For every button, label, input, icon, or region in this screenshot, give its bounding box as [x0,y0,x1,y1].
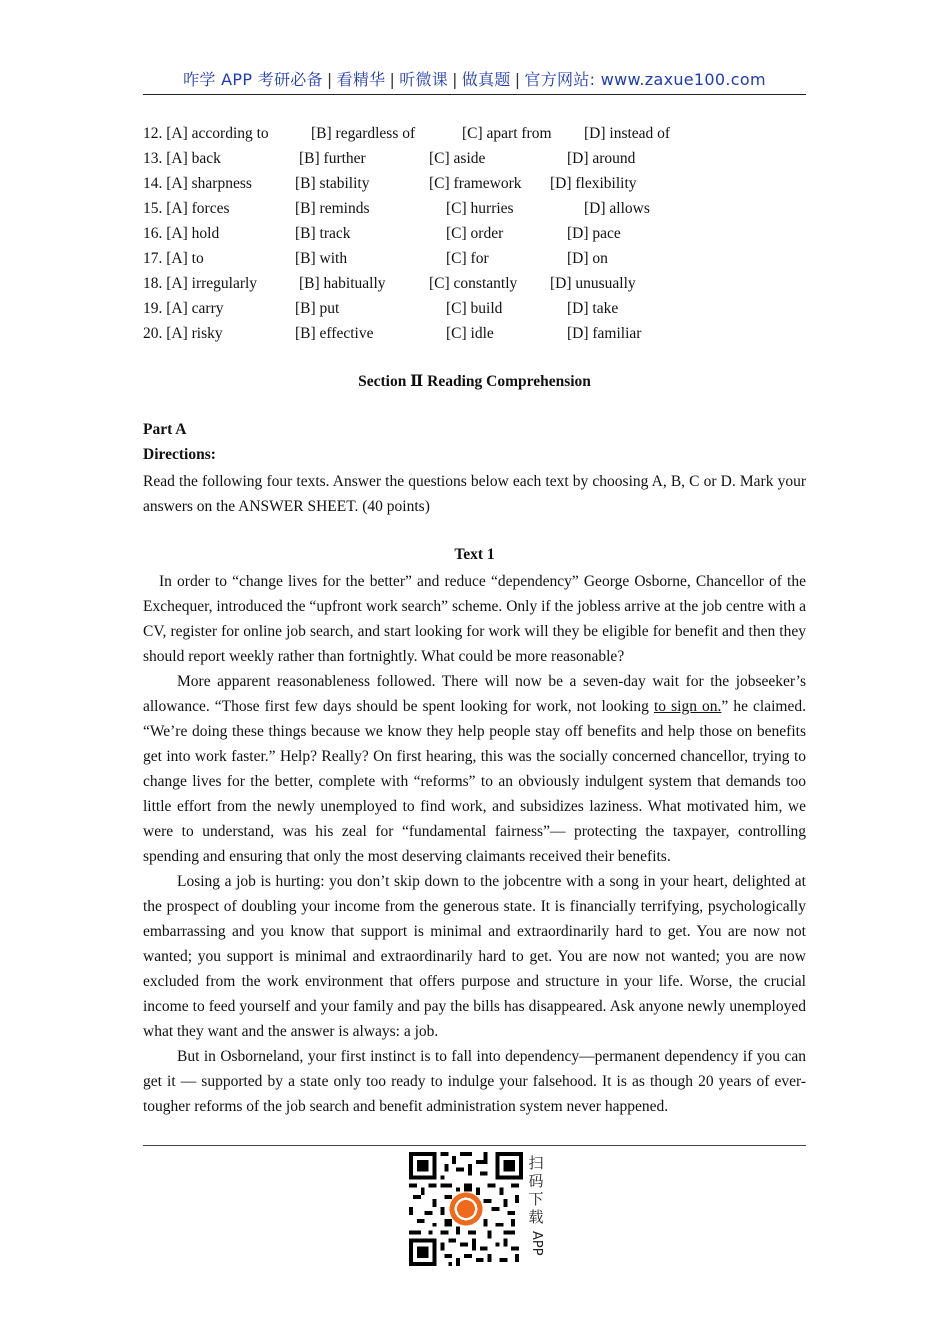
article-body [143,569,806,1119]
option-c: [C] framework [429,175,522,192]
option-row [143,171,806,196]
option-d: [D] on [567,250,608,267]
option-a [143,196,230,221]
option-a [143,321,223,346]
option-d: [D] flexibility [550,175,637,192]
option-c: [C] apart from [462,125,552,142]
option-row [143,246,806,271]
option-a [143,121,269,146]
option-b: [B] further [299,150,366,167]
option-row [143,296,806,321]
option-number: 17. [143,250,163,267]
option-c: [C] for [446,250,489,267]
option-b: [B] with [295,250,348,267]
option-c: [C] aside [429,150,486,167]
option-b: [B] regardless of [311,125,416,142]
option-a-text: [A] sharpness [166,175,252,192]
option-number: 12. [143,125,163,142]
qr-code-icon[interactable] [409,1152,523,1266]
option-d: [D] around [567,150,636,167]
header-item-exams: 做真题 [461,70,511,89]
option-c: [C] idle [446,325,494,342]
qr-caption [526,1154,546,1256]
option-a-text: [A] carry [166,300,224,317]
directions-label: Directions: [143,446,216,463]
qr-caption-text: 扫 码 下 载 [528,1154,544,1226]
option-row [143,271,806,296]
option-b: [B] effective [295,325,374,342]
option-a [143,171,252,196]
option-a-text: [A] according to [166,125,269,142]
header-app: 咋学 APP 考研必备 [183,70,323,89]
option-a-text: [A] irregularly [166,275,258,292]
directions-text: Read the following four texts. Answer the questions below each text by choosing A, B, C or D. Mark your answers on the ANSWER SHEET. (40 points) [143,473,806,515]
header-separator: | [326,70,333,89]
header-site-link[interactable]: www.zaxue100.com [600,70,766,89]
option-d: [D] instead of [584,125,671,142]
paragraph-2 [143,669,806,869]
option-b: [B] put [295,300,340,317]
option-number: 15. [143,200,163,217]
option-a-text: [A] back [166,150,221,167]
paragraph-3: Losing a job is hurting: you don’t skip down to the jobcentre with a song in your heart, delighted at the prospect of doubling your income from the generous state. It is financially terrifying, psychologically embarrassing and you know that support is minimal and extraordinarily hard to get. You are now not wanted; you support is minimal and extraordinarily hard to get. You are now not wanted; you are now excluded from the work environment that offers purpose and structure in your life. Worse, the crucial income to feed yourself and your family and pay the bills has disappeared. Ask anyone newly unemployed what they want and the answer is always: a job. [143,873,806,1040]
page-header [143,66,806,95]
option-d: [D] pace [567,225,621,242]
option-a [143,271,257,296]
option-number: 16. [143,225,163,242]
qr-caption-app: APP [529,1231,544,1256]
option-number: 19. [143,300,163,317]
footer-divider [143,1145,806,1146]
option-d: [D] take [567,300,619,317]
header-separator: | [452,70,458,89]
part-heading: Part A [143,421,187,438]
option-row [143,121,806,146]
option-number: 14. [143,175,163,192]
option-a-text: [A] hold [166,225,220,242]
option-c: [C] hurries [446,200,514,217]
option-c: [C] build [446,300,503,317]
option-a [143,246,204,271]
paragraph-1: In order to “change lives for the better” and reduce “dependency” George Osborne, Chancellor of the Exchequer, introduced the “upfront work search” scheme. Only if the jobless arrive at the job centre with a CV, register for online job search, and start looking for work will they be eligible for benefit and then they should report weekly rather than fortnightly. What could be more reasonable? [143,573,806,665]
underlined-phrase: to sign on. [653,698,722,715]
paragraph-4: But in Osborneland, your first instinct is to fall into dependency—permanent dependency if you can get it — supported by a state only too ready to indulge your falsehood. It is as though 20 years of ever-tougher reforms of the job search and benefit administration system never happened. [143,1048,806,1115]
options-list [143,121,806,346]
option-number: 18. [143,275,163,292]
option-a [143,221,219,246]
option-d: [D] familiar [567,325,642,342]
option-b: [B] reminds [295,200,370,217]
option-number: 13. [143,150,163,167]
option-d: [D] allows [584,200,650,217]
option-b: [B] habitually [299,275,386,292]
option-number: 20. [143,325,163,342]
option-a [143,146,221,171]
option-c: [C] constantly [429,275,518,292]
paragraph-2-start: More apparent reasonableness followed. There will now be a seven-day wait for the jobseeker’s allowance. “Those first few days should be spent looking for work, not looking [143,673,806,715]
option-row [143,196,806,221]
header-separator: | [514,70,521,89]
section-title: Section Ⅱ Reading Comprehension [358,373,591,390]
option-a [143,296,223,321]
text-title: Text 1 [454,546,495,563]
header-item-lectures: 听微课 [399,70,449,89]
header-item-highlights: 看精华 [336,70,386,89]
option-a-text: [A] forces [166,200,230,217]
option-b: [B] stability [295,175,370,192]
paragraph-2-end: ” he claimed. “We’re doing these things because we know they help people stay off benefits and help those on benefits get into work faster.” Help? Really? On first hearing, this was the socially concerned chancellor, trying to change lives for the better, complete with “reforms” to an obviously indulgent system that demands too little effort from the newly unemployed to find work, and subsidizes laziness. What motivated him, we were to understand, was his zeal for “fundamental fairness”— protecting the taxpayer, controlling spending and ensuring that only the most deserving claimants received their benefits. [143,698,806,865]
option-row [143,321,806,346]
option-row [143,221,806,246]
header-separator: | [389,70,396,89]
option-a-text: [A] risky [166,325,223,342]
header-site-label: 官方网站: [524,70,596,89]
option-c: [C] order [446,225,504,242]
option-b: [B] track [295,225,351,242]
option-a-text: [A] to [166,250,204,267]
option-d: [D] unusually [550,275,636,292]
option-row [143,146,806,171]
